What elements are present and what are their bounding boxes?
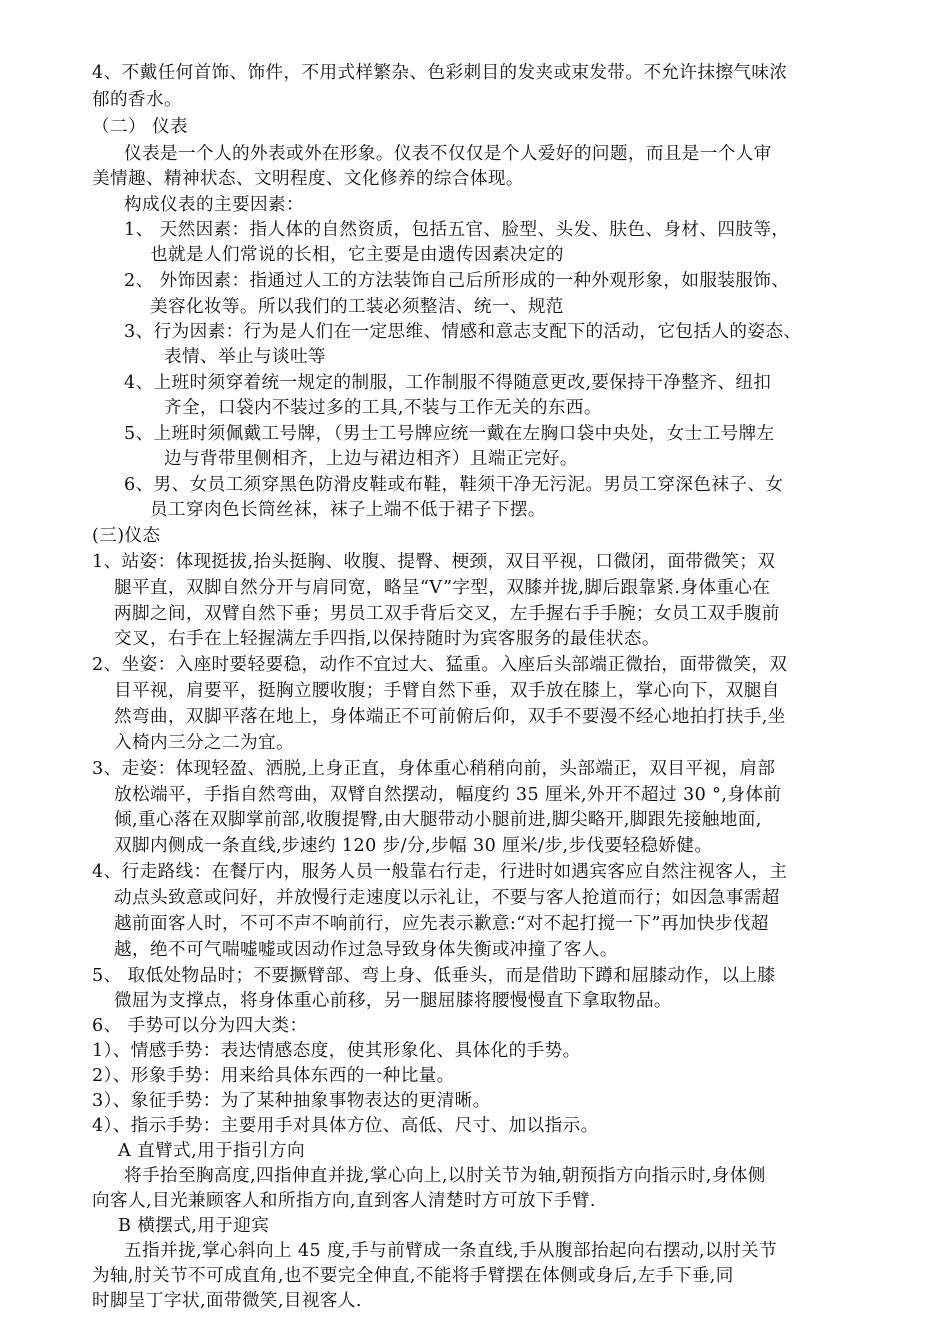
horizontal-swing-line: 时脚呈丁字状,面带微笑,目视客人. [92,1291,362,1311]
posture-line: 2、坐姿：入座时要轻要稳，动作不宜过大、猛重。入座后头部端正微抬，面带微笑，双 [92,655,788,675]
straight-arm-line: 向客人,目光兼顾客人和所指方向,直到客人清楚时方可放下手臂. [92,1191,596,1211]
factor-line: 也就是人们常说的长相，它主要是由遗传因素决定的 [150,245,564,265]
factor-line: 1、 天然因素：指人体的自然资质，包括五官、脸型、头发、肤色、身材、四肢等， [124,220,790,240]
posture-line: 然弯曲，双脚平落在地上，身体端正不可前俯后仰，双手不要漫不经心地拍打扶手,坐 [114,707,786,727]
posture-line: 1、站姿：体现挺拔,抬头挺胸、收腹、提臀、梗颈，双目平视，口微闭，面带微笑；双 [92,552,776,572]
posture-line: 入椅内三分之二为宜。 [114,733,294,753]
ornament-rule-line-1: 4、不戴任何首饰、饰件，不用式样繁杂、色彩刺目的发夹或束发带。不允许抹擦气味浓 [92,63,788,83]
factor-line: 4、上班时须穿着统一规定的制服，工作制服不得随意更改,要保持干净整齐、纽扣 [124,373,772,393]
factor-line: 3、行为因素：行为是人们在一定思维、情感和意志支配下的活动，它包括人的姿态、 [124,322,802,342]
gesture-type: 3）、象征手势：为了某种抽象事物表达的更清晰。 [92,1091,491,1111]
posture-line: 两脚之间，双臂自然下垂；男员工双手背后交叉，左手握右手手腕；女员工双手腹前 [114,604,780,624]
posture-line: 腿平直，双脚自然分开与肩同宽，略呈“V”字型，双膝并拢,脚后跟靠紧.身体重心在 [114,578,771,598]
straight-arm-subheading: A 直臂式,用于指引方向 [118,1141,306,1161]
straight-arm-line: 将手抬至胸高度,四指伸直并拢,掌心向上,以肘关节为轴,朝预指方向指示时,身体侧 [124,1166,766,1186]
factor-line: 边与背带里侧相齐，上边与裙边相齐）且端正完好。 [164,449,578,469]
appearance-heading: （二） 仪表 [92,117,188,137]
factor-line: 员工穿肉色长筒丝袜，袜子上端不低于裙子下摆。 [150,500,546,520]
posture-line: 交叉，右手在上轻握满左手四指,以保持随时为宾客服务的最佳状态。 [114,629,660,649]
gesture-type: 1）、情感手势：表达情感态度，使其形象化、具体化的手势。 [92,1041,581,1061]
posture-line: 双脚内侧成一条直线,步速约 120 步/分,步幅 30 厘米/步,步伐要轻稳娇健。 [114,836,713,856]
factor-line: 齐全，口袋内不装过多的工具,不装与工作无关的东西。 [164,398,602,418]
appearance-factors-title: 构成仪表的主要因素： [124,195,304,215]
horizontal-swing-subheading: B 横摆式,用于迎宾 [118,1216,270,1236]
posture-line: 微屈为支撑点，将身体重心前移，另一腿屈膝将腰慢慢直下拿取物品。 [114,991,672,1011]
posture-line: 5、 取低处物品时；不要撅臂部、弯上身、低垂头，而是借助下蹲和屈膝动作，以上膝 [92,966,776,986]
gesture-type: 2）、形象手势：用来给具体东西的一种比量。 [92,1066,455,1086]
posture-line: 目平视，肩要平，挺胸立腰收腹；手臂自然下垂，双手放在膝上，掌心向下，双腿自 [114,681,780,701]
posture-line: 4、行走路线：在餐厅内，服务人员一般靠右行走，行进时如遇宾客应自然注视客人，主 [92,862,788,882]
gesture-type: 4）、指示手势：主要用手对具体方位、高低、尺寸、加以指示。 [92,1116,599,1136]
posture-line: 倾,重心落在双脚掌前部,收腹提臀,由大腿带动小腿前进,脚尖略开,脚跟先接触地面, [114,810,762,830]
posture-line: 3、走姿：体现轻盈、洒脱,上身正直，身体重心稍稍向前，头部端正，双目平视，肩部 [92,759,776,779]
appearance-intro-line-2: 美情趣、精神状态、文明程度、文化修养的综合体现。 [92,169,524,189]
posture-line: 放松端平，手指自然弯曲，双臂自然摆动，幅度约 35 厘米,外开不超过 30 °,身体前 [114,785,782,805]
factor-line: 表情、举止与谈吐等 [164,347,326,367]
gesture-title: 6、 手势可以分为四大类： [92,1016,308,1036]
factor-line: 6、男、女员工须穿黑色防滑皮鞋或布鞋，鞋须干净无污泥。男员工穿深色袜子、女 [124,475,784,495]
factor-line: 美容化妆等。所以我们的工装必须整洁、统一、规范 [150,297,564,317]
ornament-rule-line-2: 郁的香水。 [92,90,182,110]
horizontal-swing-line: 五指并拢,掌心斜向上 45 度,手与前臂成一条直线,手从腹部抬起向右摆动,以肘关节 [124,1241,777,1261]
posture-heading: (三)仪态 [92,526,161,546]
posture-line: 动点头致意或问好，并放慢行走速度以示礼让，不要与客人抢道而行；如因急事需超 [114,888,780,908]
posture-line: 越，绝不可气喘嘘嘘或因动作过急导致身体失衡或冲撞了客人。 [114,940,618,960]
posture-line: 越前面客人时，不可不声不响前行，应先表示歉意:“对不起打搅一下”再加快步伐超 [114,914,769,934]
horizontal-swing-line: 为轴,肘关节不可成直角,也不要完全伸直,不能将手臂摆在体侧或身后,左手下垂,同 [92,1266,734,1286]
appearance-intro-line-1: 仪表是一个人的外表或外在形象。仪表不仅仅是个人爱好的问题，而且是一个人审 [124,144,772,164]
factor-line: 2、 外饰因素：指通过人工的方法装饰自己后所形成的一种外观形象，如服装服饰、 [124,271,790,291]
factor-line: 5、上班时须佩戴工号牌，（男士工号牌应统一戴在左胸口袋中央处，女士工号牌左 [124,424,775,444]
